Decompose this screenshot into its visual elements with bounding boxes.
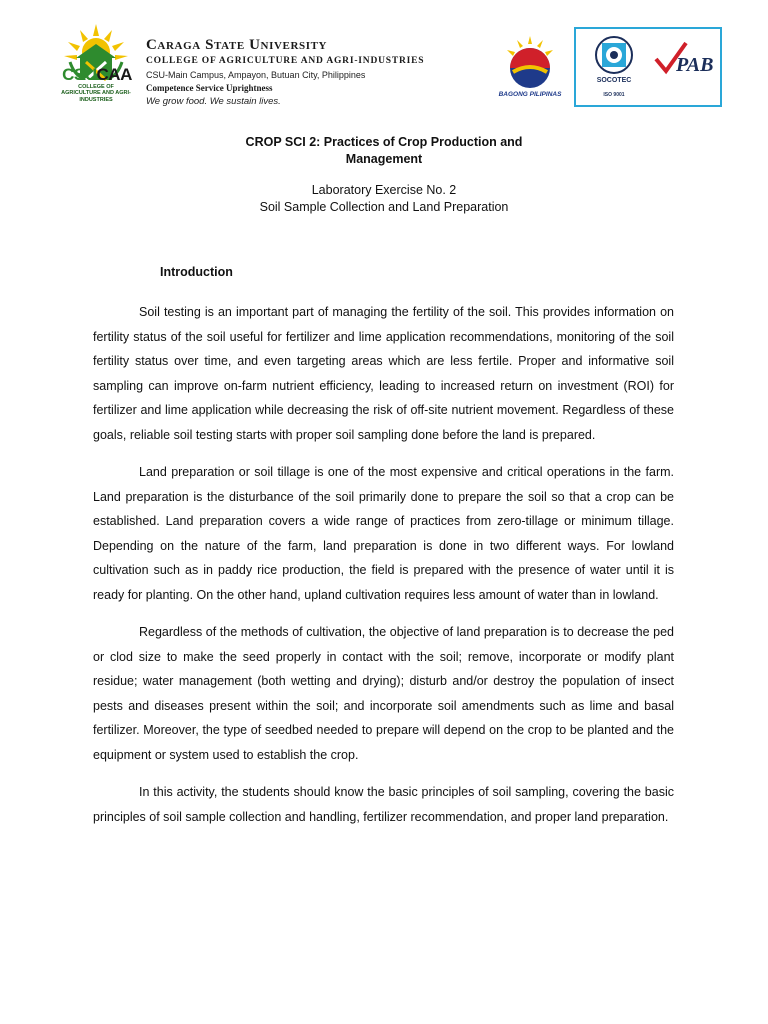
- university-tagline: We grow food. We sustain lives.: [146, 95, 281, 107]
- exercise-number: Laboratory Exercise No. 2: [311, 183, 457, 197]
- csucaa-logo-subtext: COLLEGE OF AGRICULTURE AND AGRI-INDUSTRIES: [61, 84, 131, 103]
- university-name: Caraga State University: [146, 37, 328, 53]
- exercise-title: Soil Sample Collection and Land Preparation: [259, 200, 509, 214]
- bagong-pilipinas-logo: [488, 34, 572, 104]
- pab-checkmark-icon: [652, 39, 716, 79]
- paragraph: Soil testing is an important part of managing the fertility of the soil. This provides information on fertility status of the soil useful for fertilizer and lime application recommendations, monitoring of the soil fertility status over time, and even targeting areas which are less fertile. Proper and informative soil sampling can improve on-farm nutrient efficiency, leading to increased return on investment (ROI) for fertilizer and lime application while decreasing the risk of off-site nutrient movement. Regardless of these goals, reliable soil testing starts with proper soil sampling done before the land is prepared.: [93, 305, 674, 442]
- socotec-certification: [584, 35, 644, 101]
- course-title: [0, 134, 768, 168]
- pab-logo-text: PAB: [676, 54, 714, 76]
- certification-box: [574, 27, 722, 107]
- csucaa-wordmark: [62, 66, 132, 83]
- socotec-seal-icon: [584, 35, 644, 79]
- csucaa-wordmark-right: CAA: [96, 65, 132, 84]
- campus-address: CSU-Main Campus, Ampayon, Butuan City, Philippines: [146, 69, 366, 80]
- socotec-label: SOCOTEC: [596, 77, 632, 84]
- document-body: [93, 300, 674, 842]
- document-header: [0, 0, 768, 118]
- institution-block: [146, 38, 424, 106]
- bagong-pilipinas-sun-icon: [495, 34, 565, 90]
- iso-label: ISO 9001: [603, 92, 625, 98]
- bagong-pilipinas-label: BAGONG PILIPINAS: [498, 91, 562, 98]
- paragraph: Regardless of the methods of cultivation, the objective of land preparation is to decrease the ped or clod size to make the seed properly in contact with the soil; remove, incorporate or modify plant residue; water management (both wetting and drying); disturb and/or destroy the population of insect pests and diseases present within the soil; and incorporate soil amendments such as lime and basal fertilizer. Moreover, the type of seedbed needed to prepare will depend on the crop to be planted and the equipment or system used to establish the crop.: [93, 625, 674, 762]
- college-name: COLLEGE OF AGRICULTURE AND AGRI-INDUSTRIES: [146, 56, 425, 66]
- exercise-heading: [0, 182, 768, 216]
- paragraph: In this activity, the students should know the basic principles of soil sampling, covering the basic principles of soil sample collection and handling, fertilizer recommendation, and proper land preparation.: [93, 785, 674, 824]
- university-motto: Competence Service Uprightness: [146, 82, 273, 93]
- course-title-text: CROP SCI 2: Practices of Crop Production and Management: [245, 135, 523, 166]
- csucaa-wordmark-left: CSU: [62, 65, 97, 84]
- paragraph: Land preparation or soil tillage is one of the most expensive and critical operations in the farm. Land preparation is the disturbance of the soil primarily done to prepare the soil so that a crop can be established. Land preparation covers a wide range of practices from zero-tillage or minimum tillage. Depending on the nature of the farm, land preparation is done in two different ways. For lowland cultivation such as in paddy rice production, the field is prepared with the presence of water until it is ready for planting. On the other hand, upland cultivation requires less amount of water than in lowland.: [93, 465, 674, 602]
- pab-accreditation: [652, 39, 716, 101]
- section-heading: Introduction: [160, 265, 233, 279]
